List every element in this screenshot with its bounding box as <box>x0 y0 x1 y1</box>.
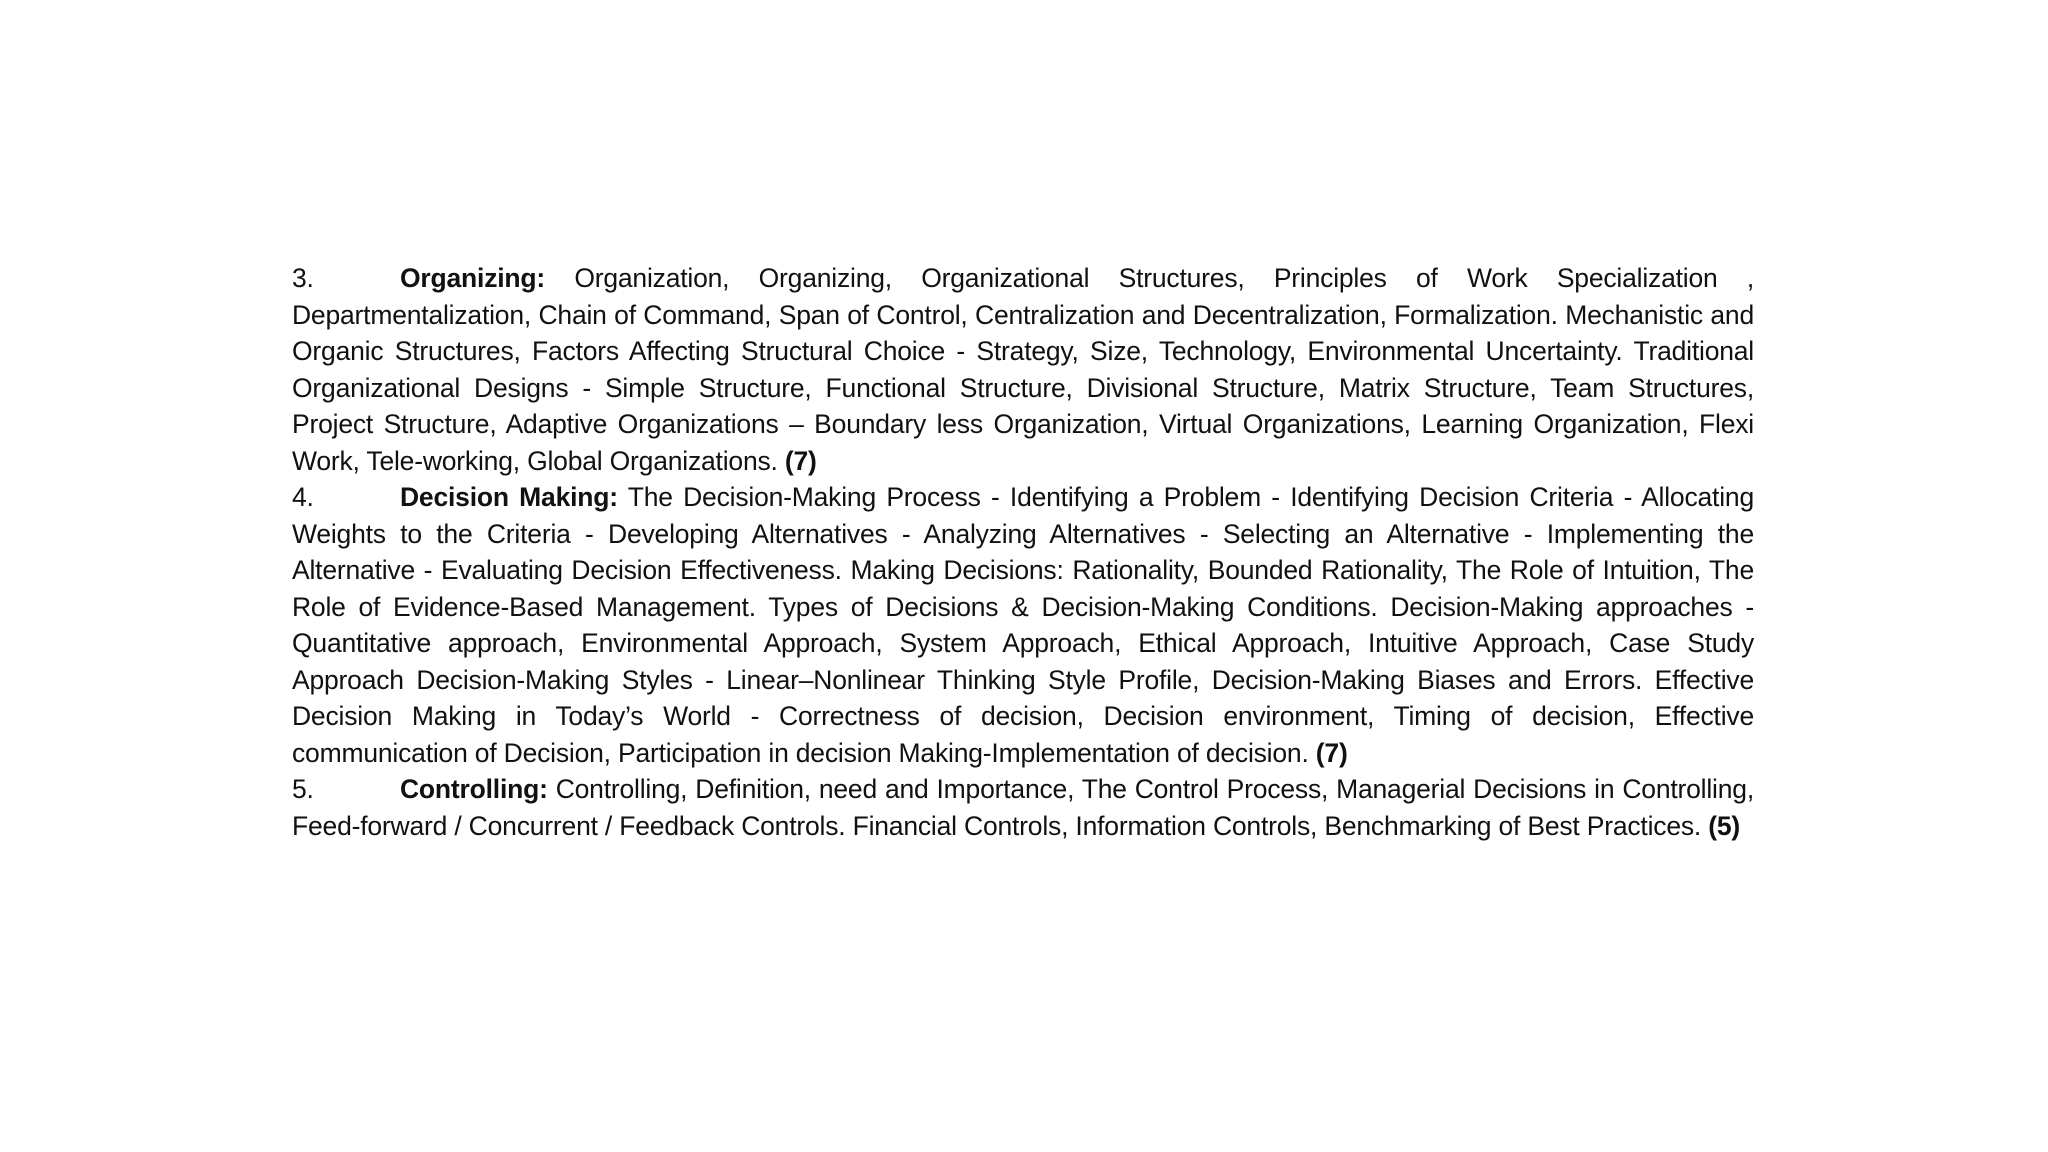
syllabus-text <box>292 260 1754 844</box>
item-heading: Decision Making: <box>400 482 618 512</box>
item-marks: (5) <box>1708 810 1741 841</box>
item-body: The Decision-Making Process - Identifying a Problem - Identifying Decision Criteria - Allocating Weights to the Criteria - Developing Alternatives - Analyzing Alternatives - Selecting an Alternative - Implementing the Alternative - Evaluating Decision Effectiveness. Making Decisions: Rationality, Bounded Rationality, The Role of Intuition, The Role of Evidence-Based Management. Types of Decisions & Decision-Making Conditions. Decision-Making approaches - Quantitative approach, Environmental Approach, System Approach, Ethical Approach, Intuitive Approach, Case Study Approach Decision-Making Styles - Linear–Nonlinear Thinking Style Profile, Decision-Making Biases and Errors. Effective Decision Making in Today’s World - Correctness of decision, Decision environment, Timing of decision, Effective communication of Decision, Participation in decision Making-Implementation of decision. <box>292 482 1754 768</box>
item-marks: (7) <box>1315 737 1348 768</box>
syllabus-item-organizing <box>292 260 1754 479</box>
item-body: Controlling, Definition, need and Importance, The Control Process, Managerial Decisions in Controlling, Feed-forward / Concurrent / Feedback Controls. Financial Controls, Information Controls, Benchmarking of Best Practices. <box>292 774 1754 841</box>
item-body: Organization, Organizing, Organizational Structures, Principles of Work Specialization , Departmentalization, Chain of Command, Span of Control, Centralization and Decentralization, Formalization. Mechanistic and Organic Structures, Factors Affecting Structural Choice - Strategy, Size, Technology, Environmental Uncertainty. Traditional Organizational Designs - Simple Structure, Functional Structure, Divisional Structure, Matrix Structure, Team Structures, Project Structure, Adaptive Organizations – Boundary less Organization, Virtual Organizations, Learning Organization, Flexi Work, Tele-working, Global Organizations. <box>292 263 1754 476</box>
item-number: 5. <box>292 774 314 804</box>
item-marks: (7) <box>784 445 817 476</box>
item-heading: Organizing: <box>400 263 546 293</box>
syllabus-item-decision-making <box>292 479 1754 771</box>
syllabus-item-controlling <box>292 771 1754 844</box>
item-number: 3. <box>292 263 314 293</box>
item-heading: Controlling: <box>400 774 548 804</box>
item-number: 4. <box>292 482 314 512</box>
